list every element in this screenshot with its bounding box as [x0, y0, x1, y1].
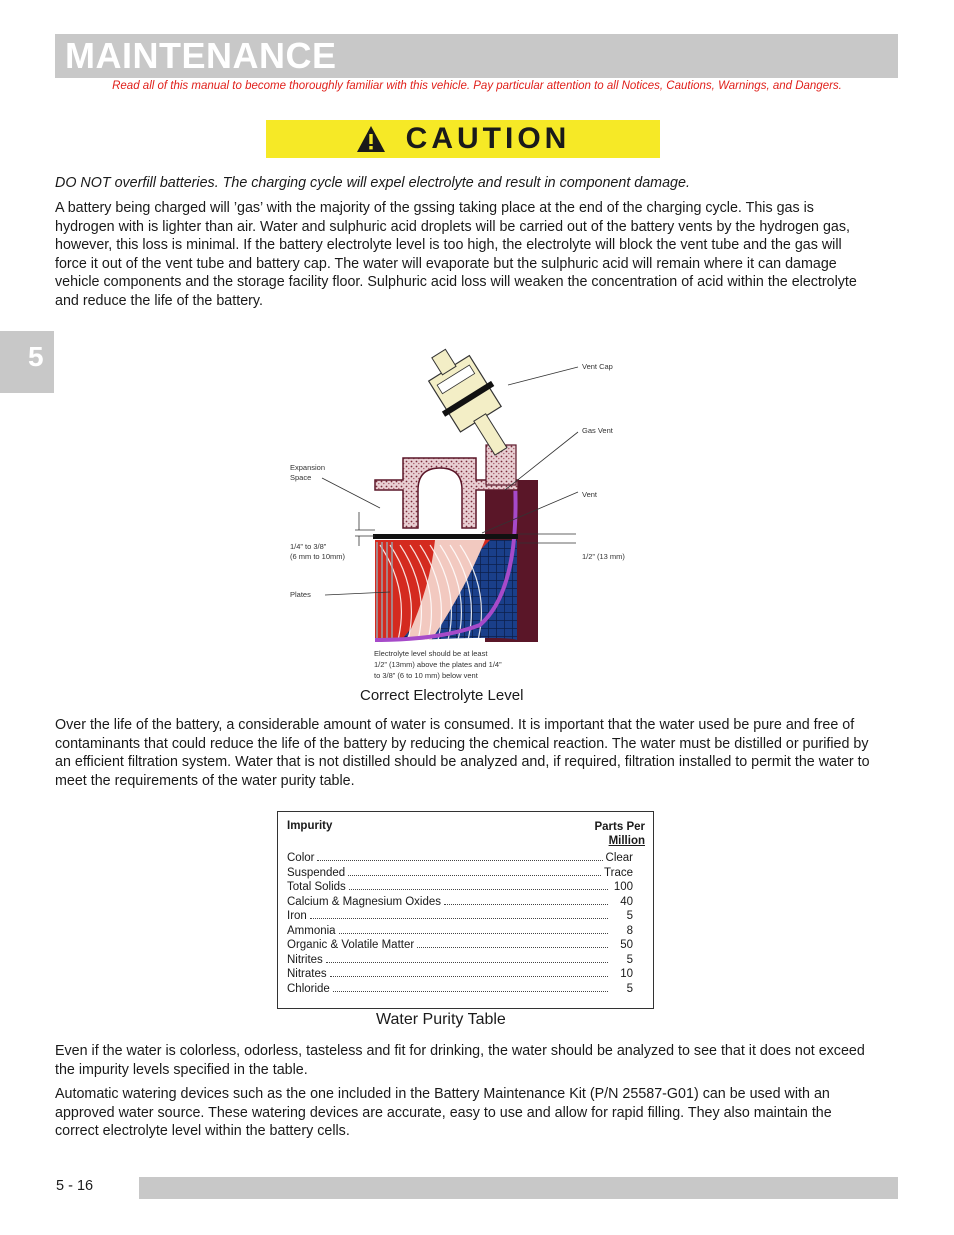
impurity-ppm: 100 [613, 881, 633, 893]
table-row [287, 910, 633, 925]
table-rows [287, 852, 633, 997]
impurity-ppm: 40 [620, 895, 633, 908]
table-row [287, 867, 633, 882]
caution-label: CAUTION [405, 122, 571, 155]
table-header-ppm-1: Parts Per [594, 821, 645, 833]
impurity-name: Total Solids [287, 881, 346, 893]
dot-leader [317, 860, 602, 861]
header-bar [55, 34, 898, 78]
dot-leader [310, 918, 608, 919]
caution-paragraph: DO NOT overfill batteries. The charging cycle will expel electrolyte and result in component damage. [55, 175, 690, 191]
label-half-inch: 1/2” (13 mm) [582, 552, 625, 561]
diagram-caption: Correct Electrolyte Level [360, 687, 524, 704]
table-row [287, 968, 633, 983]
dot-leader [348, 875, 601, 876]
table-row [287, 896, 633, 911]
table-header-ppm-2: Million [608, 835, 645, 847]
table-row [287, 983, 633, 998]
table-row [287, 881, 633, 896]
impurity-ppm: Clear [605, 852, 633, 864]
label-note-2: 1/2” (13mm) above the plates and 1/4” [374, 660, 502, 669]
dot-leader [326, 962, 608, 963]
table-caption: Water Purity Table [376, 1011, 506, 1028]
label-range-1: 1/4” to 3/8” [290, 542, 327, 551]
impurity-ppm: Trace [604, 866, 633, 879]
table-row [287, 954, 633, 969]
table-header-ppm [594, 820, 645, 848]
electrolyte-level-diagram [280, 340, 660, 685]
impurity-ppm: 10 [620, 968, 633, 980]
label-vent: Vent [582, 490, 598, 499]
label-range-2: (6 mm to 10mm) [290, 552, 346, 561]
dot-leader [339, 933, 608, 934]
water-purity-table [277, 811, 654, 1009]
label-note-1: Electrolyte level should be at least [374, 649, 488, 658]
impurity-ppm: 5 [626, 953, 633, 966]
page-title: MAINTENANCE [65, 35, 337, 76]
section-tab-number: 5 [28, 341, 44, 372]
impurity-ppm: 5 [626, 982, 633, 995]
impurity-ppm: 8 [626, 924, 633, 937]
table-row [287, 939, 633, 954]
label-note-3: to 3/8” (6 to 10 mm) below vent [374, 671, 478, 680]
impurity-name: Nitrates [287, 968, 327, 980]
analysis-paragraph: Even if the water is colorless, odorless, tasteless and fit for drinking, the water should be analyzed to see that it does not exceed the impurity levels specified in the table. [55, 1043, 865, 1078]
impurity-name: Organic & Volatile Matter [287, 939, 415, 951]
impurity-name: Ammonia [287, 924, 336, 937]
electrolyte-line [373, 534, 518, 539]
warning-triangle-icon [356, 125, 386, 153]
table-header-impurity: Impurity [287, 820, 333, 832]
label-expansion-1: Expansion [290, 463, 326, 472]
impurity-name: Calcium & Magnesium Oxides [287, 895, 442, 908]
label-plates: Plates [290, 590, 311, 599]
impurity-ppm: 5 [626, 910, 633, 922]
impurity-ppm: 50 [620, 939, 633, 951]
battery-plates [375, 540, 520, 645]
impurity-name: Nitrites [287, 953, 323, 966]
dot-leader [444, 904, 608, 905]
impurity-name: Color [287, 852, 315, 864]
dot-leader [333, 991, 608, 992]
impurity-name: Suspended [287, 866, 346, 879]
label-expansion-2: Space [290, 473, 312, 482]
safety-notice: Read all of this manual to become thoroughly familiar with this vehicle. Pay particular attention to all Notices, Cautions, Warnings, and Dangers. [112, 80, 842, 92]
impurity-name: Chloride [287, 982, 330, 995]
water-paragraph: Over the life of the battery, a considerable amount of water is consumed. It is important that the water used be pure and free of contaminants that could reduce the life of the battery by reducing the chemical reaction. The water must be distilled or purified by an efficient filtration system. Water that is not distilled should be analyzed and, if required, filtration installed to permit the water to meet the requirements of the water purity table. [55, 717, 870, 789]
label-vent-cap: Vent Cap [582, 362, 613, 371]
dot-leader [330, 976, 608, 977]
label-gas-vent: Gas Vent [582, 426, 613, 435]
impurity-name: Iron [287, 910, 307, 922]
table-row [287, 925, 633, 940]
dot-leader [417, 947, 608, 948]
gassing-paragraph: A battery being charged will ’gas’ with the majority of the gssing taking place at the end of the charging cycle. This gas is hydrogen with is lighter than air. Water and sulphuric acid droplets will be carried out of the battery vents by the hydrogen gas, however, this loss is minimal. If the battery electrolyte level is too high, the electrolyte will block the vent tube and the gas will force it out of the vent tube and battery cap. The water will evaporate but the sulphuric acid will remain where it can damage vehicle components and the storage facility floor. Sulphuric acid loss will weaken the concentration of acid within the electrolyte and reduce the life of the battery. [55, 200, 857, 309]
page-number: 5 - 16 [56, 1178, 94, 1194]
watering-paragraph: Automatic watering devices such as the one included in the Battery Maintenance Kit (P/N 25587-G01) can be used with an approved water source. These watering devices are accurate, easy to use and allow for rapid filling. They also maintain the correct electrolyte level within the battery cells. [55, 1086, 832, 1140]
caution-banner [266, 120, 660, 158]
dot-leader [349, 889, 608, 890]
footer-bar [139, 1177, 898, 1199]
section-tab [0, 331, 54, 393]
table-row [287, 852, 633, 867]
